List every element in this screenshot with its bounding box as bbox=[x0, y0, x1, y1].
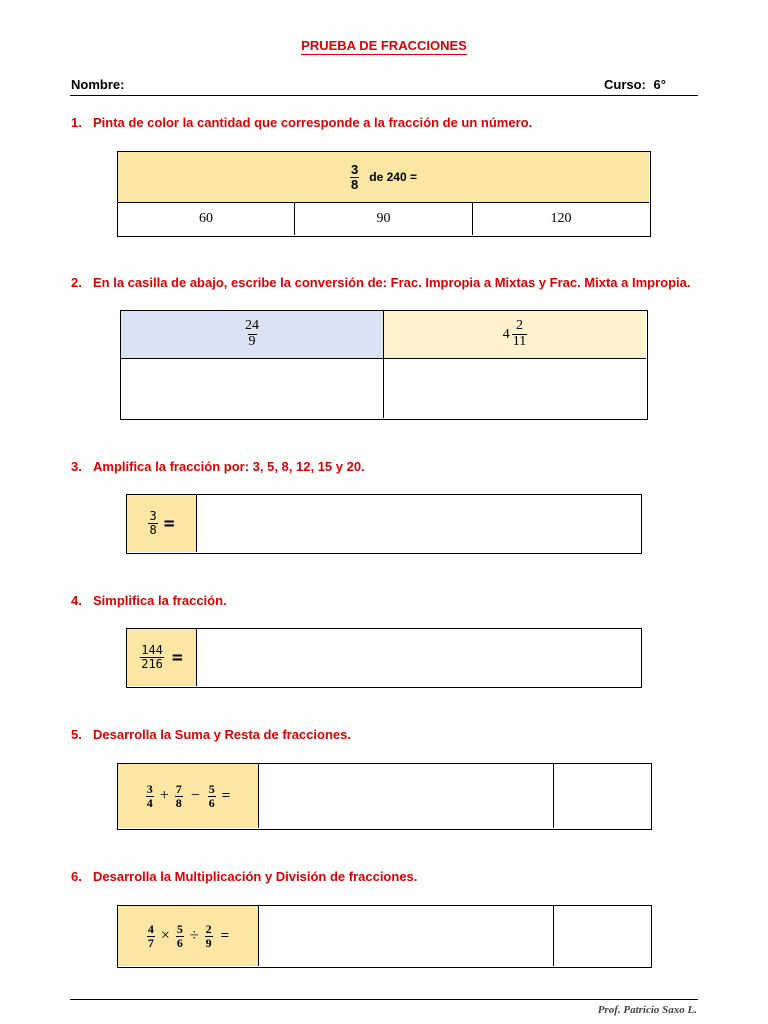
q2-mixed-number: 4 $\frac{2}{11}$ bbox=[384, 311, 646, 359]
q1-table bbox=[117, 151, 651, 237]
q5-result-box[interactable] bbox=[554, 764, 650, 828]
page-title: PRUEBA DE FRACCIONES bbox=[301, 38, 467, 53]
curso-label: Curso: bbox=[604, 77, 646, 92]
question-1: 1. Pinta de color la cantidad que corresponde a la fracción de un número. bbox=[71, 115, 533, 130]
q4-fraction: $\frac{144}{216}$ = bbox=[127, 629, 197, 686]
q2-answer-mixed[interactable] bbox=[384, 359, 646, 418]
q1-option-120[interactable]: 120 bbox=[550, 211, 572, 226]
q3-table bbox=[126, 494, 642, 554]
q4-answer-box[interactable] bbox=[197, 629, 640, 686]
q5-expression: $\frac{3}{4}$ + $\frac{7}{8}$ − $\frac{5}{6}$ = bbox=[118, 764, 259, 828]
q1-expression bbox=[118, 152, 649, 203]
question-3: 3. Amplifica la fracción por: 3, 5, 8, 12, 15 y 20. bbox=[71, 459, 365, 474]
curso-field bbox=[604, 77, 666, 92]
q6-work-box[interactable] bbox=[259, 906, 554, 966]
header-divider bbox=[70, 95, 698, 96]
q6-result-box[interactable] bbox=[554, 906, 650, 966]
q2-answer-improper[interactable] bbox=[121, 359, 384, 418]
q5-work-box[interactable] bbox=[259, 764, 554, 828]
nombre-label: Nombre: bbox=[71, 77, 125, 92]
q1-of-text: de 240 = bbox=[369, 170, 417, 184]
q1-option-90[interactable]: 90 bbox=[295, 203, 473, 235]
footer-divider bbox=[70, 999, 698, 1000]
q3-fraction: $\frac{3}{8}$ = bbox=[127, 495, 197, 552]
question-6: 6. Desarrolla la Multiplicación y División de fracciones. bbox=[71, 869, 418, 884]
q5-table bbox=[117, 763, 652, 830]
question-4: 4. Simplifica la fracción. bbox=[71, 593, 227, 608]
q3-answer-box[interactable] bbox=[197, 495, 640, 552]
question-5: 5. Desarrolla la Suma y Resta de fracciones. bbox=[71, 727, 351, 742]
q2-improper-fraction: $\frac{24}{9}$ bbox=[121, 311, 384, 359]
q1-option-60[interactable]: 60 bbox=[118, 203, 295, 235]
q1-fraction: $\frac{3}{8}$ bbox=[351, 161, 359, 192]
curso-value: 6° bbox=[653, 77, 666, 92]
q2-table bbox=[120, 310, 648, 420]
q4-table bbox=[126, 628, 642, 688]
q6-expression: $\frac{4}{7}$ × $\frac{5}{6}$ ÷ $\frac{2}{9}$ = bbox=[118, 906, 259, 966]
footer-signature: Prof. Patricio Saxo L. bbox=[597, 1004, 697, 1016]
question-2: 2. En la casilla de abajo, escribe la conversión de: Frac. Impropia a Mixtas y Frac. Mixta a Impropia. bbox=[71, 275, 691, 290]
q6-table bbox=[117, 905, 652, 968]
